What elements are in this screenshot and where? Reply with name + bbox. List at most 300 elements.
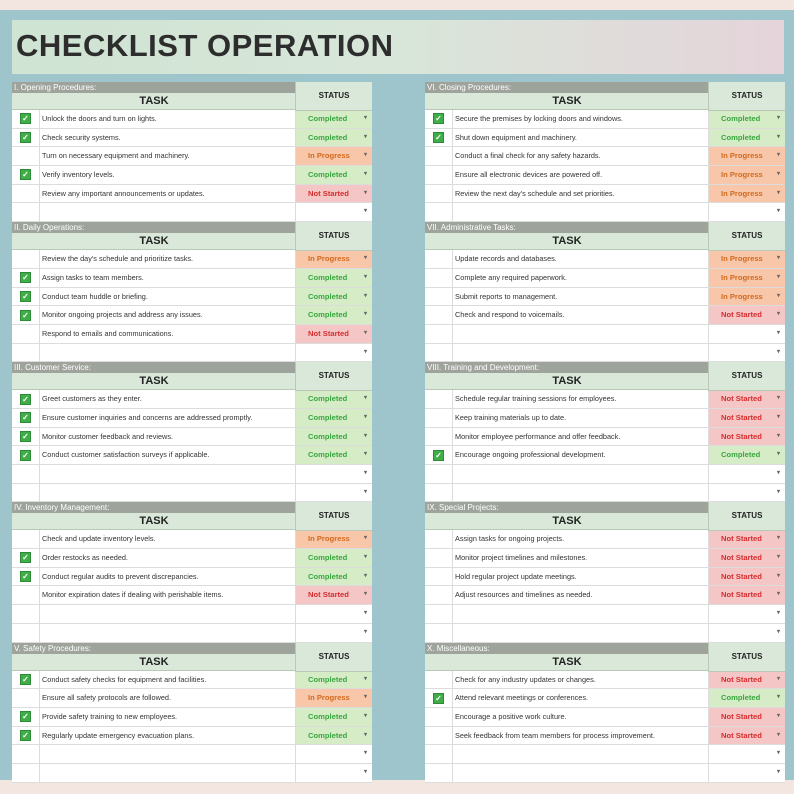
status-value: Completed: [308, 394, 348, 404]
dropdown-arrow-icon[interactable]: ▾: [776, 133, 780, 140]
status-dropdown[interactable]: [296, 549, 372, 567]
checkbox-checked-icon[interactable]: ✓: [20, 394, 31, 405]
status-value: Completed: [308, 553, 348, 563]
table-row: [12, 745, 372, 764]
dropdown-arrow-icon[interactable]: ▾: [776, 348, 780, 355]
status-dropdown[interactable]: [296, 689, 372, 707]
dropdown-arrow-icon[interactable]: ▾: [776, 470, 780, 476]
status-value: Not Started: [721, 674, 762, 684]
dropdown-arrow-icon[interactable]: ▾: [363, 311, 367, 318]
task-text: Review any important announcements or updates.: [40, 185, 296, 203]
checkbox-checked-icon[interactable]: ✓: [20, 674, 31, 685]
dropdown-arrow-icon[interactable]: ▾: [776, 432, 780, 439]
table-row: [425, 110, 785, 129]
task-text: Ensure all safety protocols are followed.: [40, 689, 296, 707]
table-row: [425, 689, 785, 708]
dropdown-arrow-icon[interactable]: ▾: [776, 488, 780, 495]
table-row: [425, 250, 785, 269]
status-dropdown[interactable]: [296, 671, 372, 689]
dropdown-arrow-icon[interactable]: ▾: [363, 675, 367, 682]
table-row: [12, 147, 372, 166]
dropdown-arrow-icon[interactable]: ▾: [363, 535, 367, 542]
status-value: Completed: [308, 730, 348, 740]
dropdown-arrow-icon[interactable]: ▾: [776, 731, 780, 738]
dropdown-arrow-icon[interactable]: ▾: [363, 255, 367, 262]
table-row: [12, 129, 372, 148]
task-header: [12, 373, 372, 390]
checkbox-cell[interactable]: [12, 671, 40, 689]
dropdown-arrow-icon[interactable]: ▾: [363, 152, 367, 159]
status-dropdown[interactable]: [709, 484, 785, 502]
task-header: [12, 233, 372, 250]
status-dropdown[interactable]: [296, 465, 372, 483]
status-value: Completed: [721, 132, 761, 142]
status-value: Completed: [308, 431, 348, 441]
checkbox-cell[interactable]: [425, 465, 453, 483]
task-text: Review the day's schedule and prioritize tasks.: [40, 250, 296, 268]
checkbox-cell[interactable]: [12, 568, 40, 586]
status-dropdown[interactable]: [709, 446, 785, 464]
table-row: [12, 390, 372, 409]
dropdown-arrow-icon[interactable]: ▾: [363, 329, 367, 336]
status-dropdown[interactable]: [296, 484, 372, 502]
checkbox-checked-icon[interactable]: ✓: [433, 450, 444, 461]
table-row: [12, 689, 372, 708]
dropdown-arrow-icon[interactable]: ▾: [776, 395, 780, 402]
dropdown-arrow-icon[interactable]: ▾: [363, 189, 367, 196]
checklist-section: [425, 222, 785, 362]
task-text: Shut down equipment and machinery.: [453, 129, 709, 147]
checkbox-cell[interactable]: [425, 624, 453, 642]
checkbox-checked-icon[interactable]: ✓: [433, 132, 444, 143]
table-row: [425, 465, 785, 484]
task-text: Conduct regular audits to prevent discrepancies.: [40, 568, 296, 586]
dropdown-arrow-icon[interactable]: ▾: [776, 413, 780, 420]
task-text: Encourage ongoing professional development.: [453, 446, 709, 464]
status-dropdown[interactable]: [296, 288, 372, 306]
status-value: Not Started: [721, 730, 762, 740]
dropdown-arrow-icon[interactable]: ▾: [363, 292, 367, 299]
task-text: Update records and databases.: [453, 250, 709, 268]
task-text: Respond to emails and communications.: [40, 325, 296, 343]
dropdown-arrow-icon[interactable]: ▾: [363, 768, 367, 775]
status-column-header: STATUS: [295, 502, 372, 531]
status-column-header: STATUS: [295, 643, 372, 672]
status-value: Completed: [308, 272, 348, 282]
dropdown-arrow-icon[interactable]: ▾: [776, 628, 780, 635]
status-dropdown[interactable]: [296, 624, 372, 642]
table-row: [12, 203, 372, 222]
checkbox-cell[interactable]: [425, 671, 453, 689]
status-dropdown[interactable]: [296, 129, 372, 147]
section-heading: V. Safety Procedures:: [12, 643, 336, 654]
task-text: Encourage a positive work culture.: [453, 708, 709, 726]
status-dropdown[interactable]: [296, 530, 372, 548]
task-text: [453, 624, 709, 642]
task-column-header: TASK: [12, 373, 296, 390]
dropdown-arrow-icon[interactable]: ▾: [363, 208, 367, 215]
checkbox-cell[interactable]: [12, 605, 40, 623]
status-value: Not Started: [721, 431, 762, 441]
table-row: [12, 288, 372, 307]
checkbox-cell[interactable]: [12, 549, 40, 567]
dropdown-arrow-icon[interactable]: ▾: [363, 488, 367, 495]
task-text: Order restocks as needed.: [40, 549, 296, 567]
status-dropdown[interactable]: [709, 549, 785, 567]
table-row: [425, 325, 785, 344]
table-row: [425, 147, 785, 166]
checkbox-cell[interactable]: [12, 708, 40, 726]
dropdown-arrow-icon[interactable]: ▾: [776, 273, 780, 280]
dropdown-arrow-icon[interactable]: ▾: [363, 470, 367, 476]
status-value: Completed: [308, 674, 348, 684]
checkbox-checked-icon[interactable]: ✓: [20, 291, 31, 302]
status-dropdown[interactable]: [709, 110, 785, 128]
task-text: [453, 465, 709, 483]
status-dropdown[interactable]: [709, 344, 785, 362]
dropdown-arrow-icon[interactable]: ▾: [363, 694, 367, 701]
checkbox-checked-icon[interactable]: ✓: [20, 113, 31, 124]
status-dropdown[interactable]: [709, 745, 785, 763]
status-dropdown[interactable]: [709, 465, 785, 483]
dropdown-arrow-icon[interactable]: ▾: [363, 610, 367, 617]
status-value: Not Started: [308, 188, 349, 198]
checkbox-cell[interactable]: [425, 409, 453, 427]
dropdown-arrow-icon[interactable]: ▾: [776, 768, 780, 775]
dropdown-arrow-icon[interactable]: ▾: [776, 189, 780, 196]
dropdown-arrow-icon[interactable]: ▾: [776, 451, 780, 458]
status-dropdown[interactable]: [296, 568, 372, 586]
checkbox-cell[interactable]: [425, 269, 453, 287]
page-title: CHECKLIST OPERATION: [16, 28, 394, 63]
task-text: Conduct safety checks for equipment and facilities.: [40, 671, 296, 689]
table-row: [425, 203, 785, 222]
status-dropdown[interactable]: [709, 129, 785, 147]
task-column-header: TASK: [12, 233, 296, 250]
checklist-section: [425, 643, 785, 783]
dropdown-arrow-icon[interactable]: ▾: [776, 115, 780, 121]
status-value: Completed: [308, 711, 348, 721]
task-header: [12, 651, 372, 671]
task-text: [40, 764, 296, 782]
status-dropdown[interactable]: [296, 147, 372, 165]
checkbox-cell[interactable]: [425, 306, 453, 324]
dropdown-arrow-icon[interactable]: ▾: [776, 750, 780, 757]
dropdown-arrow-icon[interactable]: ▾: [776, 255, 780, 262]
status-column-header: STATUS: [295, 222, 372, 251]
dropdown-arrow-icon[interactable]: ▾: [363, 413, 367, 420]
checkbox-cell[interactable]: [12, 428, 40, 446]
status-dropdown[interactable]: [709, 671, 785, 689]
dropdown-arrow-icon[interactable]: ▾: [363, 432, 367, 439]
dropdown-arrow-icon[interactable]: ▾: [776, 208, 780, 215]
status-dropdown[interactable]: [709, 306, 785, 324]
checkbox-cell[interactable]: [12, 147, 40, 165]
checkbox-cell[interactable]: [12, 269, 40, 287]
checklist-section: [12, 222, 372, 362]
status-dropdown[interactable]: [709, 605, 785, 623]
status-dropdown[interactable]: [296, 409, 372, 427]
task-text: Attend relevant meetings or conferences.: [453, 689, 709, 707]
status-dropdown[interactable]: [296, 250, 372, 268]
checkbox-cell[interactable]: [12, 344, 40, 362]
status-dropdown[interactable]: [709, 269, 785, 287]
checkbox-cell[interactable]: [425, 446, 453, 464]
checkbox-cell[interactable]: [12, 306, 40, 324]
checkbox-cell[interactable]: [12, 129, 40, 147]
checkbox-cell[interactable]: [12, 288, 40, 306]
checkbox-cell[interactable]: [12, 465, 40, 483]
dropdown-arrow-icon[interactable]: ▾: [363, 273, 367, 280]
task-text: [40, 624, 296, 642]
table-row: [12, 671, 372, 690]
checkbox-checked-icon[interactable]: ✓: [433, 113, 444, 124]
task-text: Greet customers as they enter.: [40, 390, 296, 408]
checkbox-cell[interactable]: [425, 605, 453, 623]
status-dropdown[interactable]: [296, 325, 372, 343]
dropdown-arrow-icon[interactable]: ▾: [363, 395, 367, 402]
status-dropdown[interactable]: [296, 203, 372, 221]
checklist-section: [425, 82, 785, 222]
checkbox-checked-icon[interactable]: ✓: [20, 552, 31, 563]
task-text: [40, 203, 296, 221]
checkbox-checked-icon[interactable]: ✓: [20, 431, 31, 442]
dropdown-arrow-icon[interactable]: ▾: [363, 451, 367, 458]
status-dropdown[interactable]: [296, 166, 372, 184]
status-value: Not Started: [721, 310, 762, 320]
dropdown-arrow-icon[interactable]: ▾: [363, 348, 367, 355]
status-dropdown[interactable]: [296, 727, 372, 745]
checkbox-cell[interactable]: [12, 185, 40, 203]
task-text: Schedule regular training sessions for employees.: [453, 390, 709, 408]
checkbox-cell[interactable]: [425, 764, 453, 782]
status-column-header: STATUS: [295, 362, 372, 391]
table-row: [12, 727, 372, 746]
checkbox-cell[interactable]: [425, 549, 453, 567]
checkbox-cell[interactable]: [425, 344, 453, 362]
checkbox-cell[interactable]: [12, 203, 40, 221]
task-header: [425, 233, 785, 250]
checkbox-cell[interactable]: [425, 689, 453, 707]
dropdown-arrow-icon[interactable]: ▾: [363, 133, 367, 140]
checkbox-checked-icon[interactable]: ✓: [20, 450, 31, 461]
checkbox-cell[interactable]: [12, 530, 40, 548]
dropdown-arrow-icon[interactable]: ▾: [363, 750, 367, 757]
task-text: Check for any industry updates or changes.: [453, 671, 709, 689]
checkbox-cell[interactable]: [12, 484, 40, 502]
checkbox-cell[interactable]: [425, 568, 453, 586]
status-dropdown[interactable]: [709, 624, 785, 642]
status-value: Not Started: [721, 553, 762, 563]
checkbox-checked-icon[interactable]: ✓: [20, 169, 31, 180]
status-dropdown[interactable]: [709, 325, 785, 343]
dropdown-arrow-icon[interactable]: ▾: [363, 712, 367, 719]
checkbox-cell[interactable]: [425, 288, 453, 306]
checkbox-cell[interactable]: [425, 530, 453, 548]
task-text: Conduct customer satisfaction surveys if applicable.: [40, 446, 296, 464]
table-row: [12, 549, 372, 568]
task-column-header: TASK: [12, 654, 296, 671]
checkbox-cell[interactable]: [425, 708, 453, 726]
status-value: Completed: [308, 170, 348, 180]
dropdown-arrow-icon[interactable]: ▾: [776, 152, 780, 159]
dropdown-arrow-icon[interactable]: ▾: [776, 292, 780, 299]
status-dropdown[interactable]: [296, 269, 372, 287]
status-dropdown[interactable]: [296, 745, 372, 763]
left-column: [12, 82, 372, 783]
status-value: Not Started: [721, 590, 762, 600]
checkbox-cell[interactable]: [12, 409, 40, 427]
status-dropdown[interactable]: [296, 344, 372, 362]
checkbox-cell[interactable]: [425, 185, 453, 203]
checkbox-checked-icon[interactable]: ✓: [20, 412, 31, 423]
task-text: Conduct a final check for any safety hazards.: [453, 147, 709, 165]
status-dropdown[interactable]: [709, 409, 785, 427]
status-column-header: STATUS: [708, 502, 785, 531]
status-dropdown[interactable]: [709, 250, 785, 268]
checkbox-cell[interactable]: [12, 390, 40, 408]
status-dropdown[interactable]: [709, 689, 785, 707]
checkbox-cell[interactable]: [12, 689, 40, 707]
status-dropdown[interactable]: [709, 727, 785, 745]
dropdown-arrow-icon[interactable]: ▾: [776, 591, 780, 598]
checkbox-checked-icon[interactable]: ✓: [433, 693, 444, 704]
dropdown-arrow-icon[interactable]: ▾: [776, 554, 780, 561]
checkbox-cell[interactable]: [425, 325, 453, 343]
section-heading: IX. Special Projects:: [425, 502, 749, 513]
task-text: Hold regular project update meetings.: [453, 568, 709, 586]
status-dropdown[interactable]: [709, 147, 785, 165]
checkbox-cell[interactable]: [12, 727, 40, 745]
status-dropdown[interactable]: [709, 428, 785, 446]
checkbox-cell[interactable]: [12, 446, 40, 464]
checkbox-cell[interactable]: [12, 745, 40, 763]
task-text: Check and respond to voicemails.: [453, 306, 709, 324]
dropdown-arrow-icon[interactable]: ▾: [363, 115, 367, 121]
status-dropdown[interactable]: [709, 390, 785, 408]
checkbox-cell[interactable]: [425, 586, 453, 604]
status-value: Completed: [721, 114, 761, 123]
status-dropdown[interactable]: [296, 428, 372, 446]
checkbox-cell[interactable]: [425, 745, 453, 763]
checkbox-cell[interactable]: [12, 166, 40, 184]
dropdown-arrow-icon[interactable]: ▾: [776, 610, 780, 617]
status-value: Not Started: [308, 590, 349, 600]
status-dropdown[interactable]: [296, 446, 372, 464]
checkbox-cell[interactable]: [425, 166, 453, 184]
checkbox-cell[interactable]: [425, 147, 453, 165]
dropdown-arrow-icon[interactable]: ▾: [776, 675, 780, 682]
status-dropdown[interactable]: [709, 166, 785, 184]
status-dropdown[interactable]: [709, 764, 785, 782]
status-dropdown[interactable]: [296, 306, 372, 324]
task-text: [40, 745, 296, 763]
status-dropdown[interactable]: [709, 708, 785, 726]
task-text: Adjust resources and timelines as needed.: [453, 586, 709, 604]
dropdown-arrow-icon[interactable]: ▾: [363, 731, 367, 738]
table-row: [425, 428, 785, 447]
status-value: Not Started: [721, 534, 762, 544]
checklist-section: [12, 362, 372, 502]
table-row: [12, 465, 372, 484]
checkbox-checked-icon[interactable]: ✓: [20, 730, 31, 741]
checkbox-checked-icon[interactable]: ✓: [20, 132, 31, 143]
dropdown-arrow-icon[interactable]: ▾: [776, 311, 780, 318]
status-dropdown[interactable]: [296, 185, 372, 203]
checkbox-cell[interactable]: [425, 250, 453, 268]
checkbox-checked-icon[interactable]: ✓: [20, 310, 31, 321]
status-dropdown[interactable]: [709, 586, 785, 604]
dropdown-arrow-icon[interactable]: ▾: [363, 554, 367, 561]
dropdown-arrow-icon[interactable]: ▾: [776, 535, 780, 542]
status-dropdown[interactable]: [709, 203, 785, 221]
task-text: Monitor customer feedback and reviews.: [40, 428, 296, 446]
task-column-header: TASK: [425, 373, 709, 390]
checkbox-cell[interactable]: [12, 586, 40, 604]
task-text: Turn on necessary equipment and machinery.: [40, 147, 296, 165]
dropdown-arrow-icon[interactable]: ▾: [363, 171, 367, 178]
section-heading: VII. Administrative Tasks:: [425, 222, 749, 233]
task-text: Seek feedback from team members for process improvement.: [453, 727, 709, 745]
status-value: In Progress: [721, 272, 763, 282]
status-dropdown[interactable]: [709, 185, 785, 203]
status-dropdown[interactable]: [709, 288, 785, 306]
task-column-header: TASK: [12, 93, 296, 110]
dropdown-arrow-icon[interactable]: ▾: [363, 572, 367, 579]
checkbox-cell[interactable]: [425, 484, 453, 502]
status-dropdown[interactable]: [296, 586, 372, 604]
checkbox-cell[interactable]: [425, 110, 453, 128]
dropdown-arrow-icon[interactable]: ▾: [776, 171, 780, 178]
table-row: [425, 727, 785, 746]
checkbox-cell[interactable]: [12, 624, 40, 642]
dropdown-arrow-icon[interactable]: ▾: [776, 694, 780, 701]
status-value: In Progress: [308, 534, 350, 544]
checkbox-checked-icon[interactable]: ✓: [20, 272, 31, 283]
status-dropdown[interactable]: [296, 605, 372, 623]
checkbox-cell[interactable]: [12, 325, 40, 343]
table-row: [12, 568, 372, 587]
checkbox-cell[interactable]: [425, 390, 453, 408]
dropdown-arrow-icon[interactable]: ▾: [363, 628, 367, 635]
dropdown-arrow-icon[interactable]: ▾: [776, 329, 780, 336]
checkbox-cell[interactable]: [12, 110, 40, 128]
checkbox-checked-icon[interactable]: ✓: [20, 711, 31, 722]
status-dropdown[interactable]: [296, 708, 372, 726]
dropdown-arrow-icon[interactable]: ▾: [363, 591, 367, 598]
checkbox-cell[interactable]: [12, 250, 40, 268]
status-value: Completed: [308, 412, 348, 422]
status-dropdown[interactable]: [296, 390, 372, 408]
status-dropdown[interactable]: [709, 568, 785, 586]
checkbox-cell[interactable]: [425, 727, 453, 745]
task-text: Ensure all electronic devices are powered off.: [453, 166, 709, 184]
status-dropdown[interactable]: [709, 530, 785, 548]
checkbox-cell[interactable]: [425, 129, 453, 147]
dropdown-arrow-icon[interactable]: ▾: [776, 572, 780, 579]
checklist-section: [12, 82, 372, 222]
task-text: [453, 605, 709, 623]
checkbox-checked-icon[interactable]: ✓: [20, 571, 31, 582]
checkbox-cell[interactable]: [12, 764, 40, 782]
checkbox-cell[interactable]: [425, 428, 453, 446]
status-value: Completed: [308, 310, 348, 320]
status-dropdown[interactable]: [296, 764, 372, 782]
dropdown-arrow-icon[interactable]: ▾: [776, 712, 780, 719]
status-dropdown[interactable]: [296, 110, 372, 128]
checkbox-cell[interactable]: [425, 203, 453, 221]
task-text: Check and update inventory levels.: [40, 530, 296, 548]
